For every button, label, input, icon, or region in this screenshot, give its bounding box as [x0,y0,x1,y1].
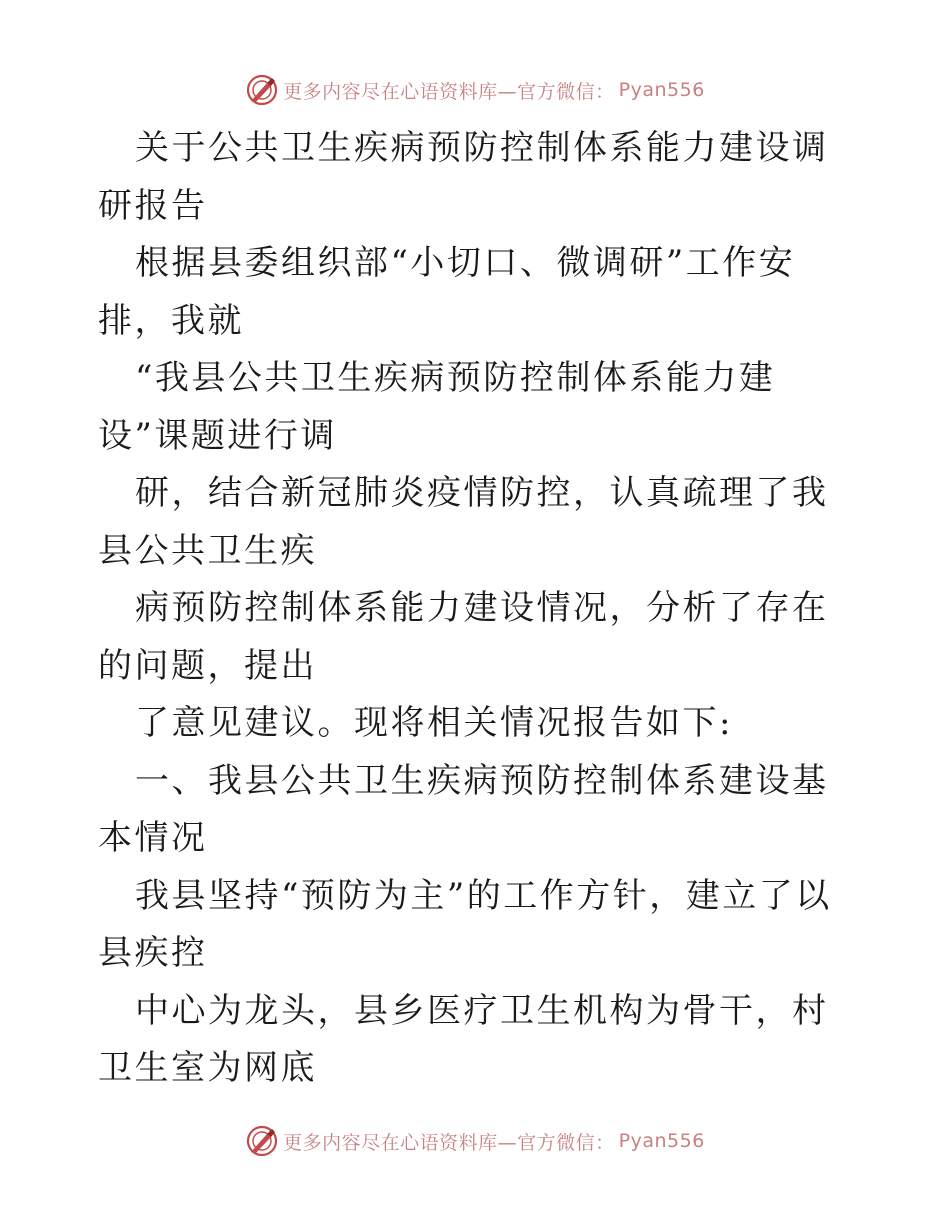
paragraph: 病预防控制体系能力建设情况，分析了存在的问题，提出 [98,588,829,686]
pen-circle-logo-icon [245,73,279,107]
paragraph: 研，结合新冠肺炎疫情防控，认真疏理了我县公共卫生疾 [98,473,829,571]
paragraph: 了意见建议。现将相关情况报告如下: [135,703,733,743]
wechat-id: Pyan556 [618,1130,705,1152]
header-watermark [0,70,950,110]
document-body [98,120,858,1098]
wechat-id: Pyan556 [618,79,705,101]
watermark-text: 更多内容尽在心语资料库—官方微信： [283,80,615,103]
watermark-text: 更多内容尽在心语资料库—官方微信： [283,1131,615,1154]
document-title: 关于公共卫生疾病预防控制体系能力建设调研报告 [98,128,829,226]
paragraph: 中心为龙头，县乡医疗卫生机构为骨干，村卫生室为网底 [98,990,829,1088]
footer-watermark [0,1121,950,1161]
pen-circle-logo-icon [245,1124,279,1158]
section-heading: 一、我县公共卫生疾病预防控制体系建设基本情况 [98,760,829,858]
paragraph: 根据县委组织部“小切口、微调研”工作安排，我就 [98,243,796,341]
paragraph: 我县坚持“预防为主”的工作方针，建立了以县疾控 [98,875,832,973]
paragraph: “我县公共卫生疾病预防控制体系能力建设”课题进行调 [98,358,776,456]
